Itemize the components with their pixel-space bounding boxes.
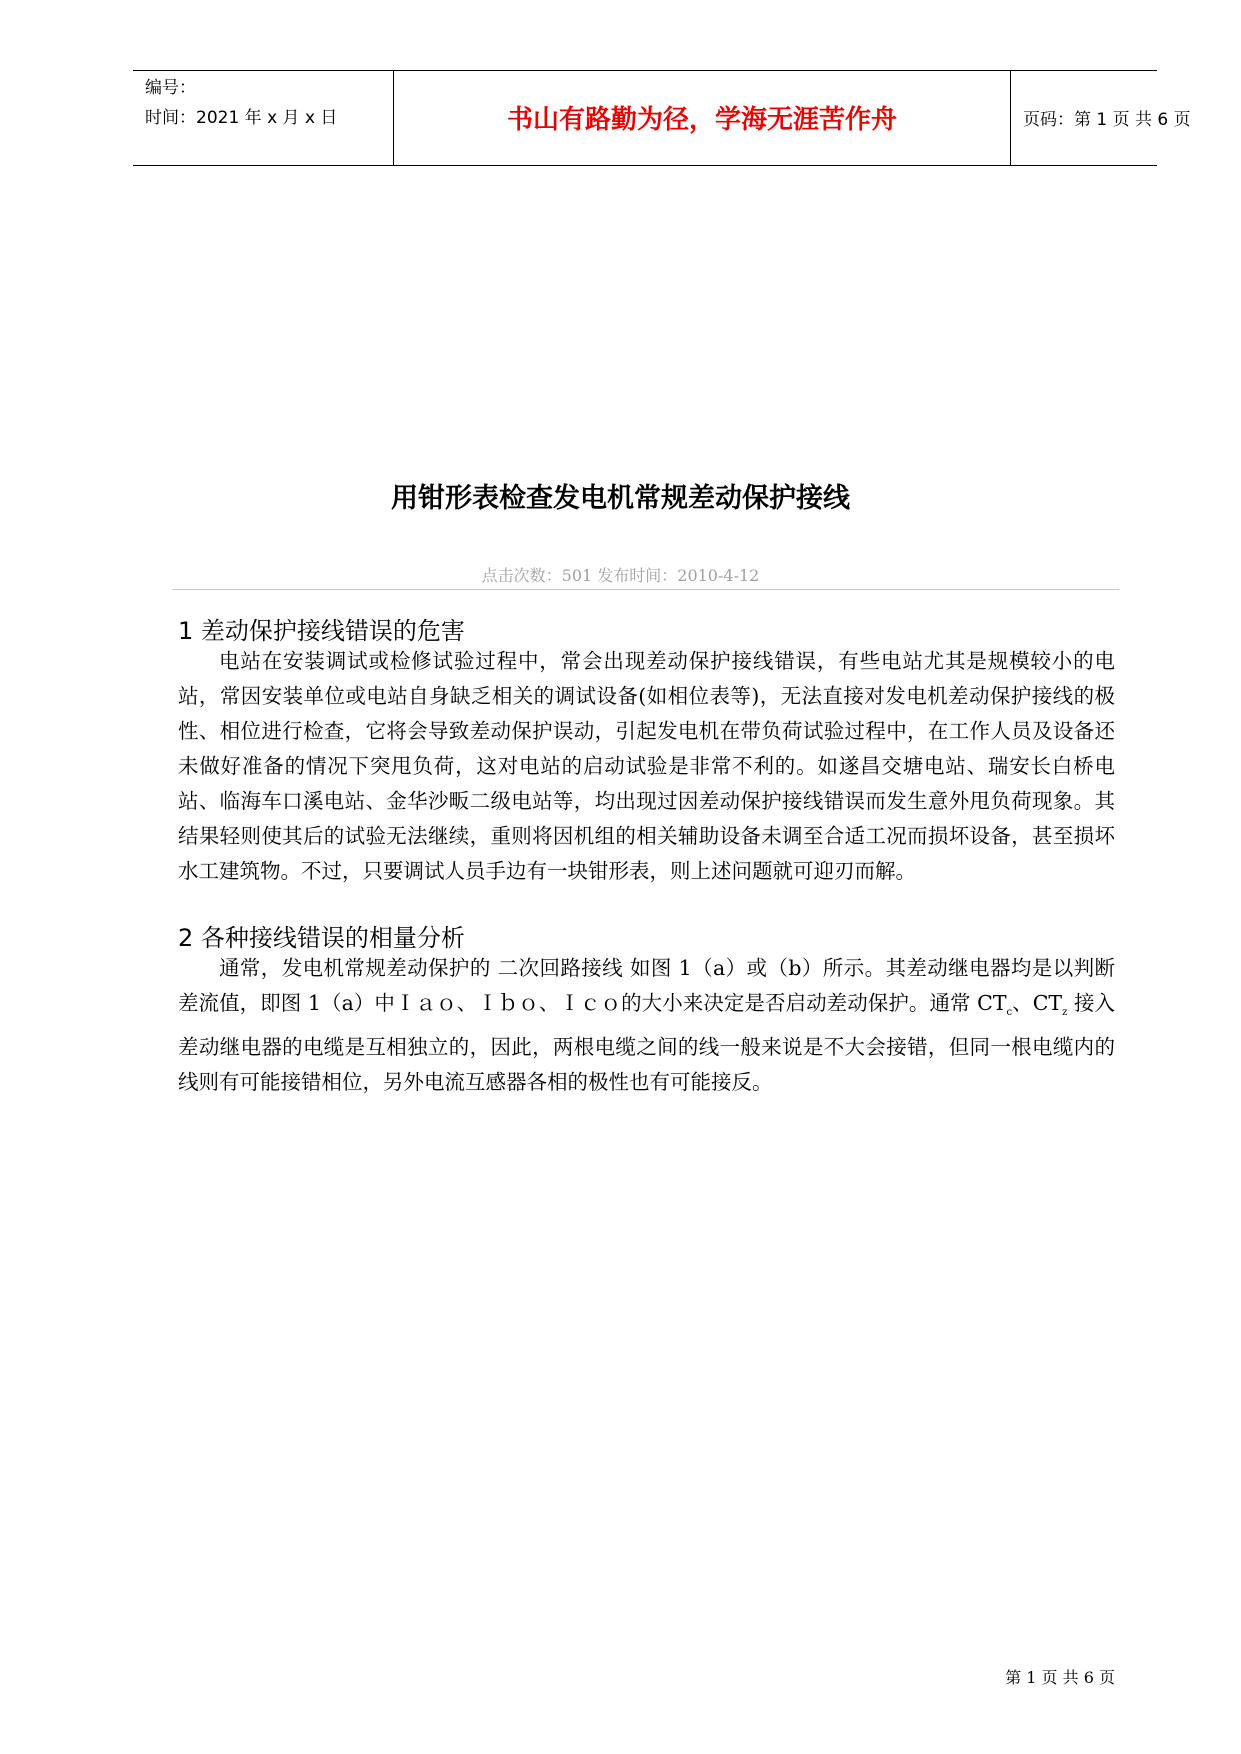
- section-2-text-3: 接入差动继电器的电缆是互相独立的，因此，两根电缆之间的线一般来说是不大会接错，但同一根电缆内的线则有可能接错相位，另外电流互感器各相的极性也有可能接反。: [178, 991, 1116, 1095]
- section-1-paragraph: 电站在安装调试或检修试验过程中，常会出现差动保护接线错误，有些电站尤其是规模较小的电站，常因安装单位或电站自身缺乏相关的调试设备(如相位表等)，无法直接对发电机差动保护接线的极性、相位进行检查，它将会导致差动保护误动，引起发电机在带负荷试验过程中，在工作人员及设备还未做好准备的情况下突甩负荷，这对电站的启动试验是非常不利的。如遂昌交塘电站、瑞安长白桥电站、临海车口溪电站、金华沙畈二级电站等，均出现过因差动保护接线错误而发生意外甩负荷现象。其结果轻则使其后的试验无法继续，重则将因机组的相关辅助设备未调至合适工况而损坏设备，甚至损坏水工建筑物。不过，只要调试人员手边有一块钳形表，则上述问题就可迎刃而解。: [178, 649, 1115, 883]
- meta-divider: [172, 589, 1119, 590]
- section-2-text-1: 通常，发电机常规差动保护的 二次回路接线 如图 1（a）或（b）所示。其差动继电器均是以判断差流值，即图 1（a）中Ｉａｏ、Ｉｂｏ、Ｉｃｏ的大小来决定是否启动差动保护。通常 CT: [178, 956, 1115, 1015]
- document-header: [133, 70, 1191, 166]
- footer-page-number: 第 1 页 共 6 页: [1005, 1668, 1115, 1687]
- header-motto-cell: [393, 71, 1011, 165]
- header-info-cell: [133, 71, 393, 165]
- ct-subscript-z: z: [1062, 1007, 1068, 1019]
- header-motto: 书山有路勤为径，学海无涯苦作舟: [506, 105, 897, 135]
- header-page-number: 页码：第 1 页 共 6 页: [1023, 110, 1191, 130]
- document-number-label: 编号：: [145, 78, 196, 98]
- article-title: 用钳形表检查发电机常规差动保护接线: [391, 483, 850, 514]
- ct-subscript-c: c: [1006, 1007, 1013, 1019]
- section-2-heading: 2 各种接线错误的相量分析: [178, 924, 465, 952]
- article-meta: 点击次数：501 发布时间：2010-4-12: [481, 566, 760, 585]
- section-1-heading: 1 差动保护接线错误的危害: [178, 617, 465, 645]
- header-page-cell: [1011, 71, 1191, 165]
- document-time-label: 时间：2021 年 x 月 x 日: [145, 108, 338, 128]
- section-2-text-2: 、CT: [1012, 991, 1063, 1015]
- section-2-paragraph: [178, 951, 1115, 1100]
